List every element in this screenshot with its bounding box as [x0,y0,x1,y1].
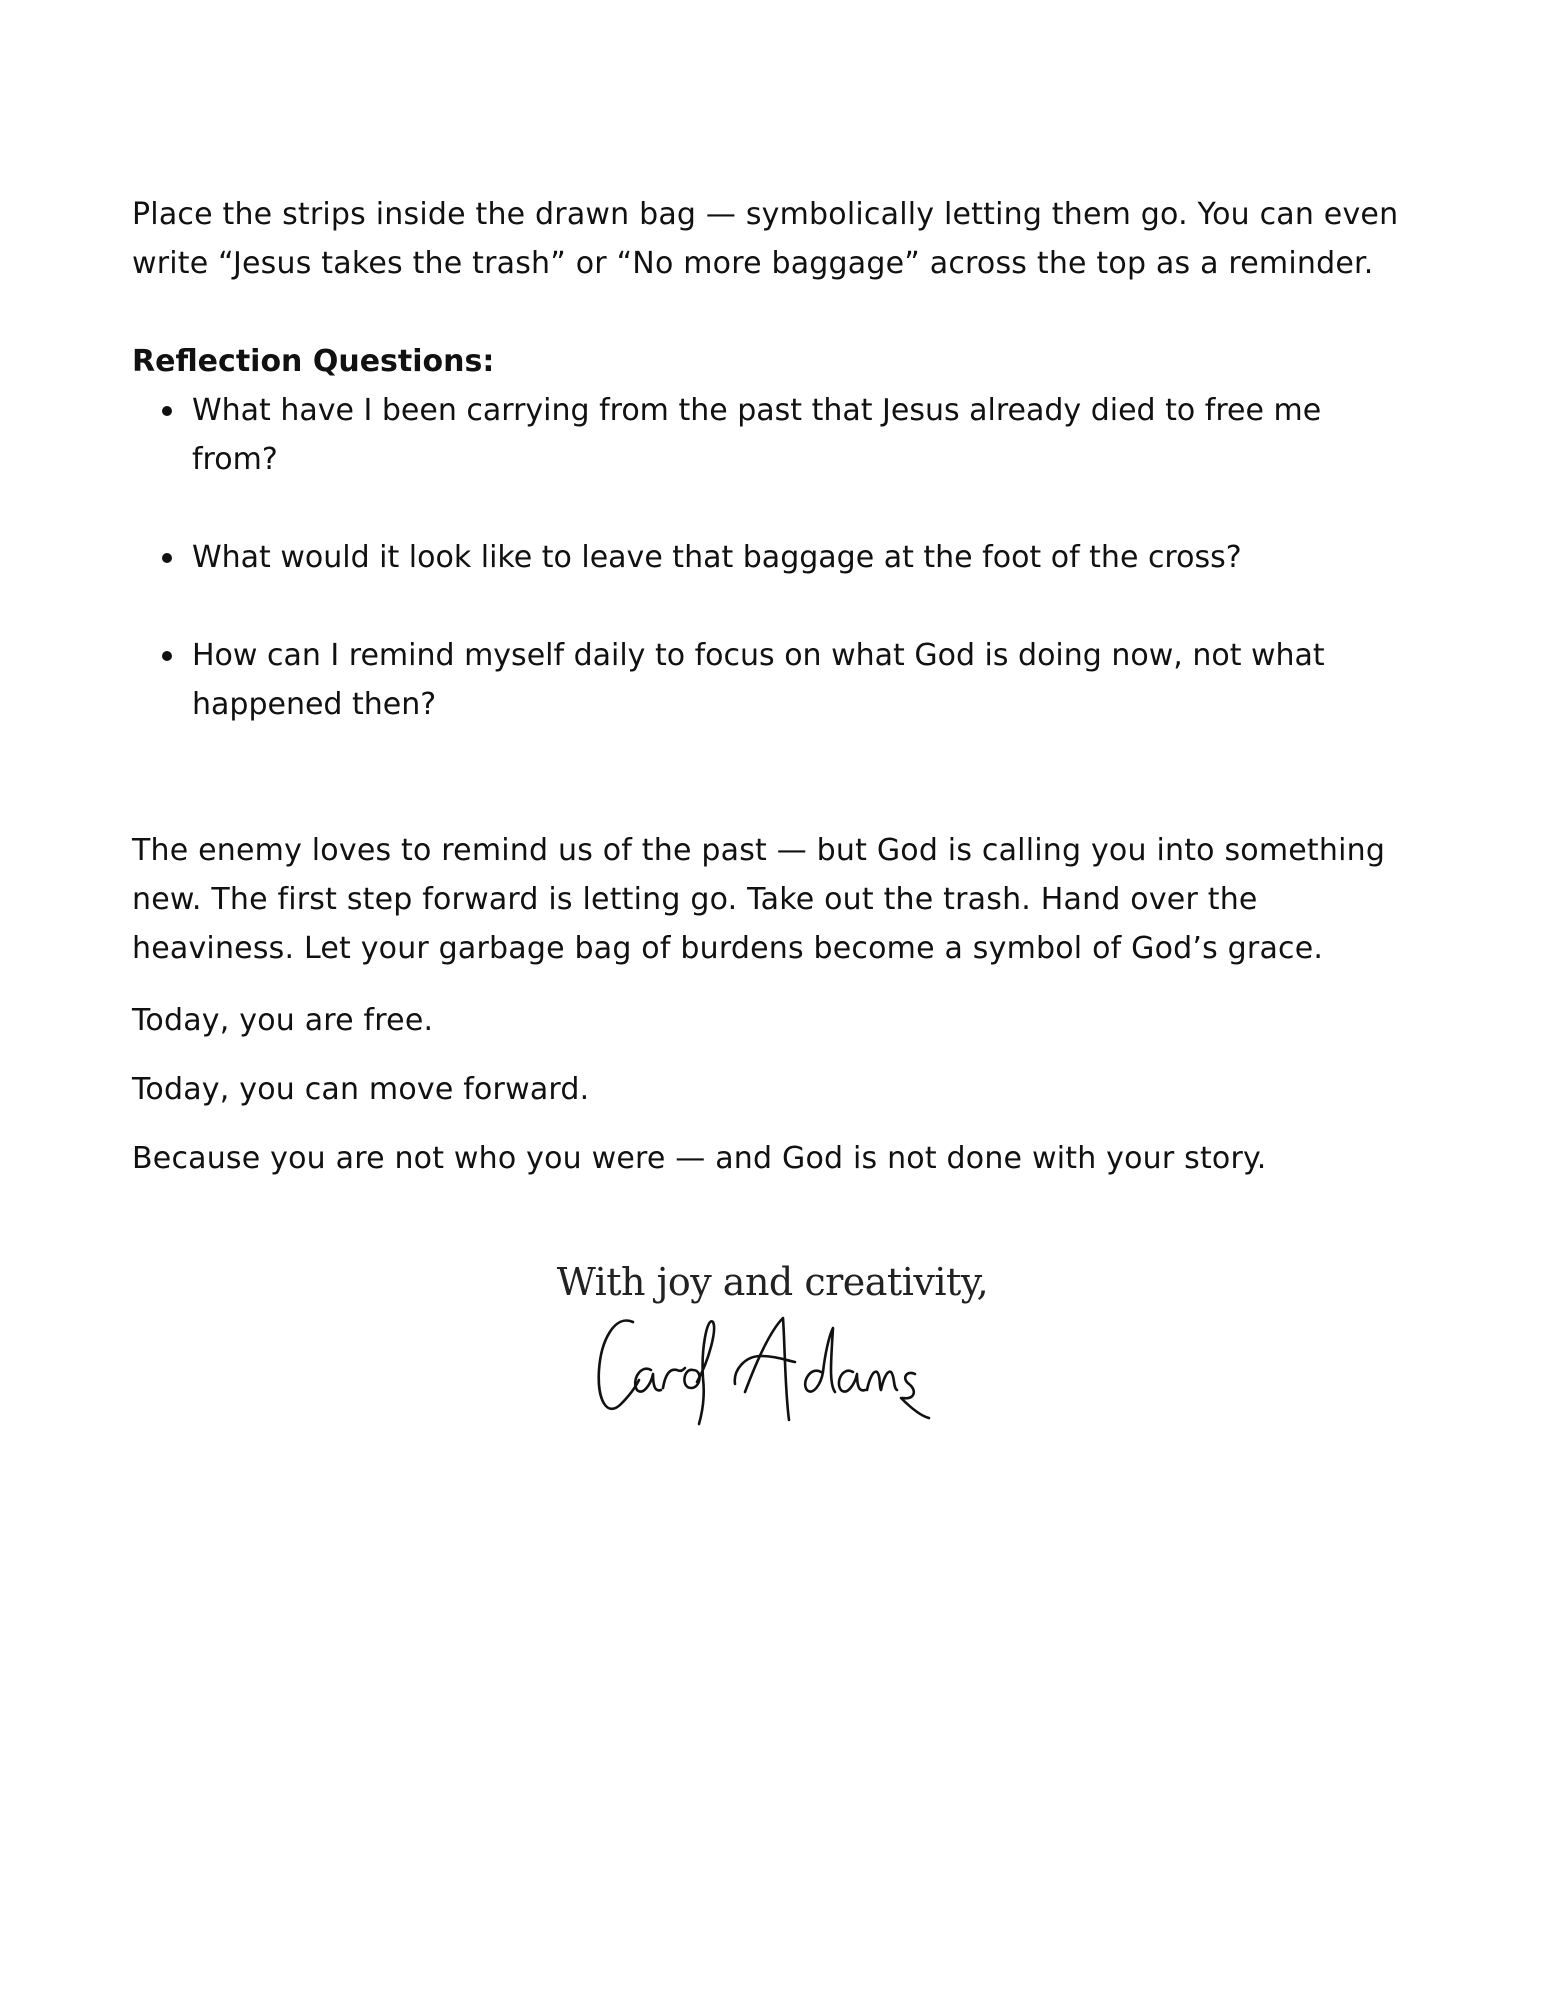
intro-paragraph: Place the strips inside the drawn bag — symbolically letting them go. You can even write “Jesus takes the trash” or “No more baggage” across the top as a reminder. [132,197,1399,281]
list-item [132,386,1362,484]
affirmation-line: Because you are not who you were — and God is not done with your story. [132,1141,1267,1176]
question-text: How can I remind myself daily to focus on what God is doing now, not what happened then? [192,638,1325,722]
bullet-icon [162,651,172,661]
list-item [132,631,1362,729]
question-text: What have I been carrying from the past that Jesus already died to free me from? [192,393,1322,477]
bullet-icon [162,553,172,563]
affirmation-line: Today, you are free. [132,1003,434,1038]
question-text: What would it look like to leave that baggage at the foot of the cross? [192,540,1242,575]
signature-image [585,1300,955,1430]
signoff-text: With joy and creativity, [556,1260,989,1304]
list-item [132,533,1362,582]
closing-paragraph: The enemy loves to remind us of the past — but God is calling you into something new. The first step forward is letting go. Take out the trash. Hand over the heaviness. Let your garbage bag of burdens become a symbol of God’s grace. [132,833,1386,966]
reflection-heading: Reflection Questions: [132,344,495,379]
affirmation-line: Today, you can move forward. [132,1072,590,1107]
reflection-question-list [132,386,1362,778]
bullet-icon [162,406,172,416]
